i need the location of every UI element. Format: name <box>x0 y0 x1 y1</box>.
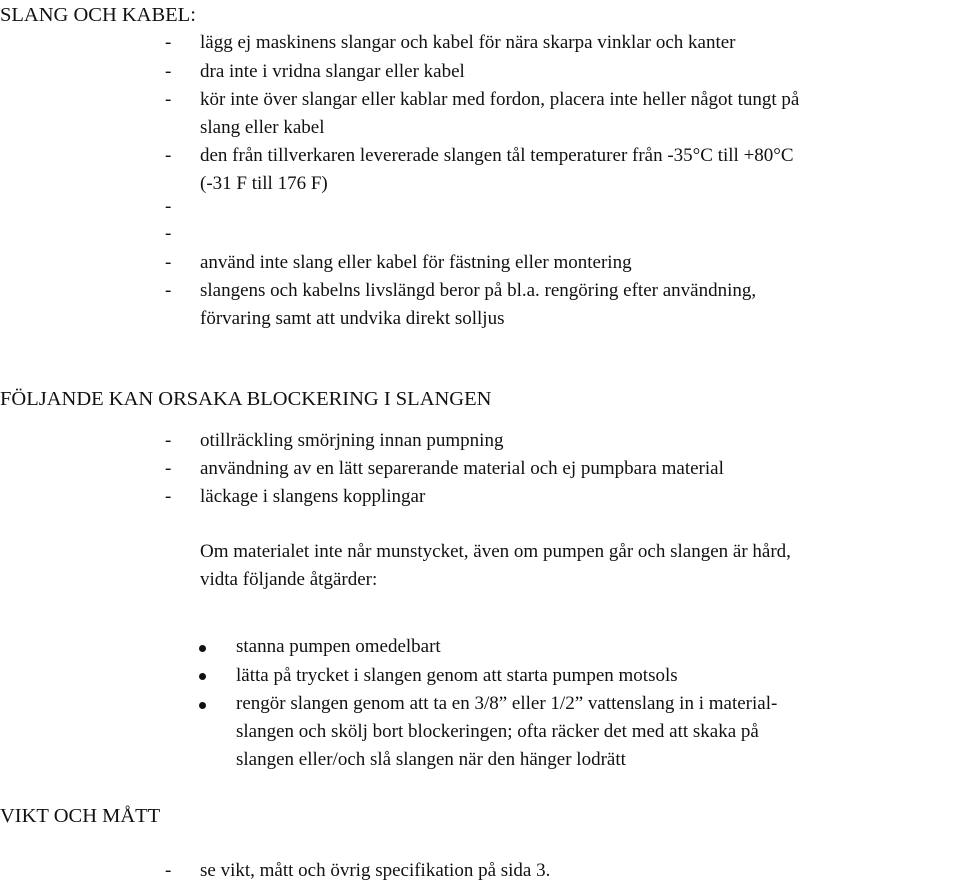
list-item-text: kör inte över slangar eller kablar med fordon, placera inte heller något tungt på <box>200 89 800 110</box>
bullet-icon <box>199 645 206 652</box>
list-item-text-continued: förvaring samt att undvika direkt solljus <box>200 308 505 329</box>
list-item-text: se vikt, mått och övrig specifikation på sida 3. <box>200 860 551 881</box>
section-heading-vikt-och-matt: VIKT OCH MÅTT <box>0 805 161 827</box>
list-dash: - <box>165 486 172 507</box>
bullet-icon <box>199 673 206 680</box>
list-item-text: slangens och kabelns livslängd beror på bl.a. rengöring efter användning, <box>200 280 757 301</box>
list-dash-empty: - <box>165 196 172 217</box>
list-dash-empty: - <box>165 223 172 244</box>
list-item-text: läckage i slangens kopplingar <box>200 486 426 507</box>
bullet-item-text-continued: slangen eller/och slå slangen när den hänger lodrätt <box>236 749 626 770</box>
list-dash: - <box>165 280 172 301</box>
list-dash: - <box>165 145 172 166</box>
bullet-item-text: stanna pumpen omedelbart <box>236 636 441 657</box>
bullet-item-text: rengör slangen genom att ta en 3/8” eller 1/2” vattenslang in i material- <box>236 693 778 714</box>
list-dash: - <box>165 32 172 53</box>
section-heading-blockering: FÖLJANDE KAN ORSAKA BLOCKERING I SLANGEN <box>0 388 492 410</box>
bullet-icon <box>199 702 206 709</box>
list-item-text: otillräckling smörjning innan pumpning <box>200 430 504 451</box>
paragraph-line: Om materialet inte når munstycket, även om pumpen går och slangen är hård, <box>200 541 791 562</box>
list-item-text-continued: slang eller kabel <box>200 117 325 138</box>
list-dash: - <box>165 252 172 273</box>
list-item-text: lägg ej maskinens slangar och kabel för nära skarpa vinklar och kanter <box>200 32 736 53</box>
list-item-text: använd inte slang eller kabel för fästning eller montering <box>200 252 632 273</box>
list-dash: - <box>165 61 172 82</box>
list-dash: - <box>165 430 172 451</box>
section-heading-slang-och-kabel: SLANG OCH KABEL: <box>0 4 196 26</box>
bullet-item-text: lätta på trycket i slangen genom att starta pumpen motsols <box>236 665 678 686</box>
list-dash: - <box>165 458 172 479</box>
list-item-text: användning av en lätt separerande material och ej pumpbara material <box>200 458 724 479</box>
bullet-item-text-continued: slangen och skölj bort blockeringen; ofta räcker det med att skaka på <box>236 721 759 742</box>
list-dash: - <box>165 860 172 881</box>
list-dash: - <box>165 89 172 110</box>
list-item-text: den från tillverkaren levererade slangen tål temperaturer från -35°C till +80°C <box>200 145 794 166</box>
list-item-text: dra inte i vridna slangar eller kabel <box>200 61 465 82</box>
paragraph-line: vidta följande åtgärder: <box>200 569 378 590</box>
list-item-text-continued: (-31 F till 176 F) <box>200 173 328 194</box>
